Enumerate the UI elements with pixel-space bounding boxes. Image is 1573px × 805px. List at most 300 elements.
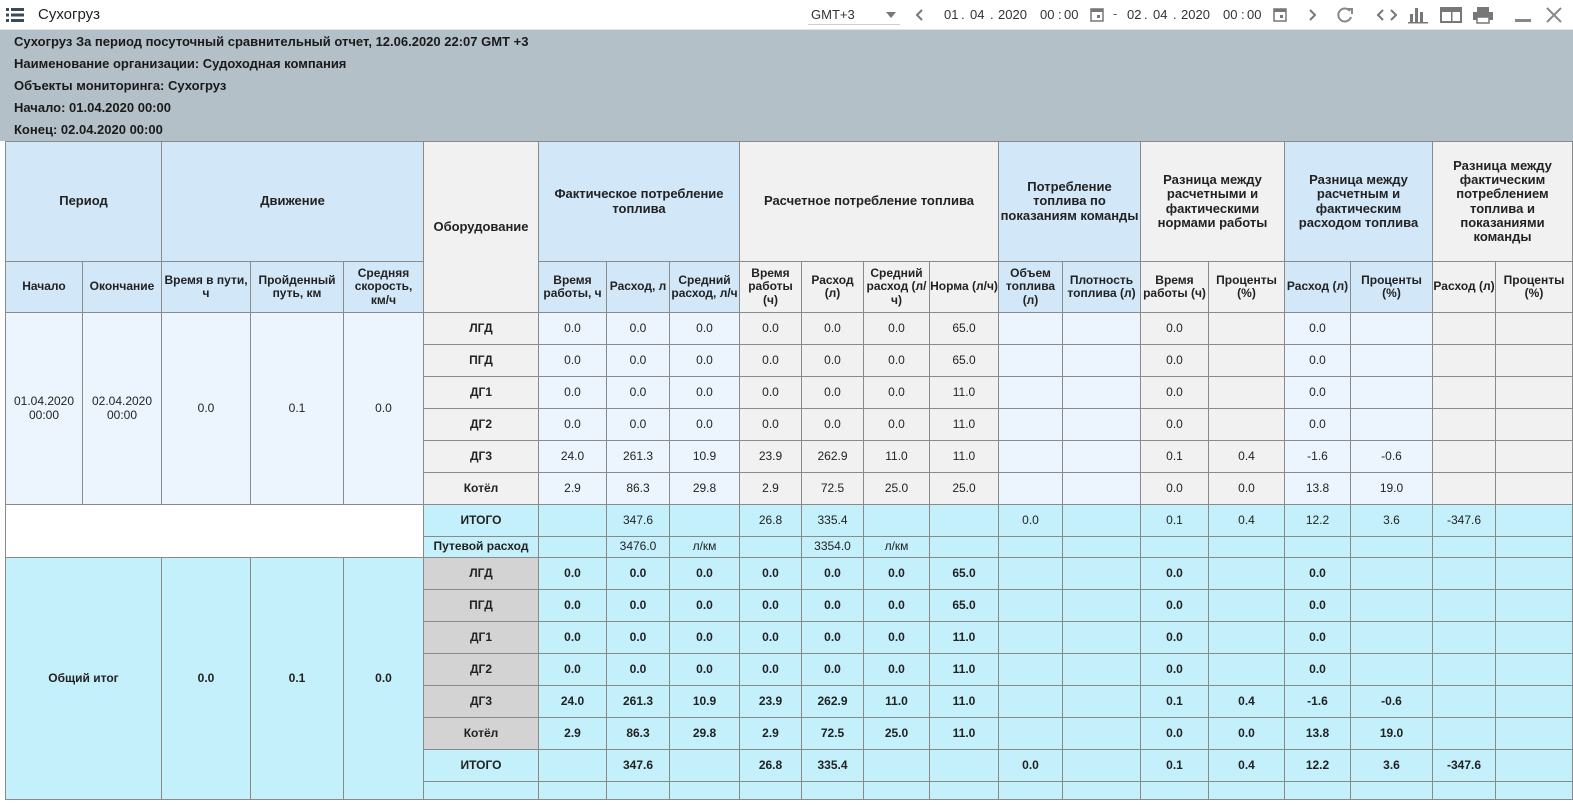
route-consumption-label: Путевой расход (424, 537, 539, 558)
table-cell: 0.0 (1285, 558, 1351, 590)
table-cell: 0.0 (802, 590, 864, 622)
table-cell: 0.0 (607, 313, 670, 345)
table-cell: 0.0 (999, 750, 1063, 782)
table-cell: 0.0 (802, 654, 864, 686)
header-equipment: Оборудование (424, 141, 539, 313)
to-hour[interactable]: 00 (1223, 7, 1238, 22)
table-cell (999, 441, 1063, 473)
table-cell: 0.0 (864, 313, 930, 345)
table-cell: -1.6 (1285, 686, 1351, 718)
table-cell: 23.9 (740, 686, 802, 718)
table-cell (930, 537, 999, 558)
table-cell: 0.0 (1141, 718, 1209, 750)
table-cell (1433, 622, 1496, 654)
table-cell: 19.0 (1351, 473, 1433, 505)
blank-area (5, 505, 424, 558)
table-cell: 2.9 (740, 718, 802, 750)
table-cell: 0.0 (1285, 345, 1351, 377)
from-year[interactable]: 2020 (998, 7, 1027, 22)
window-title: Сухогруз (38, 6, 101, 23)
table-cell (1351, 409, 1433, 441)
table-cell: 0.0 (539, 345, 607, 377)
table-cell: 25.0 (864, 718, 930, 750)
table-cell (1063, 782, 1141, 800)
table-cell: 0.1 (1141, 441, 1209, 473)
table-cell: -0.6 (1351, 441, 1433, 473)
table-cell (1433, 313, 1496, 345)
table-cell: 0.0 (1285, 654, 1351, 686)
table-cell (930, 782, 999, 800)
table-cell: 0.0 (539, 409, 607, 441)
table-cell: 0.1 (1141, 505, 1209, 537)
table-cell (1063, 558, 1141, 590)
header-calculated-consumption: Расчетное потребление топлива (740, 141, 999, 262)
table-cell (1433, 654, 1496, 686)
table-cell: 0.0 (740, 409, 802, 441)
table-cell (864, 505, 930, 537)
table-cell (607, 782, 670, 800)
print-icon[interactable] (1472, 6, 1494, 24)
table-cell (999, 313, 1063, 345)
header-period: Период (5, 141, 162, 262)
table-cell: 29.8 (670, 473, 740, 505)
table-cell: 0.0 (539, 654, 607, 686)
table-cell: 0.0 (740, 313, 802, 345)
from-day[interactable]: 01 (944, 7, 959, 22)
table-cell (999, 473, 1063, 505)
table-cell (1496, 505, 1573, 537)
table-cell (1433, 686, 1496, 718)
table-cell: 0.0 (740, 622, 802, 654)
table-cell (1496, 622, 1573, 654)
table-cell: 10.9 (670, 686, 740, 718)
code-icon[interactable] (1376, 6, 1398, 24)
avg-speed-value: 0.0 (344, 313, 424, 505)
table-cell (1063, 750, 1141, 782)
table-cell: 86.3 (607, 473, 670, 505)
table-cell: л/км (670, 537, 740, 558)
table-cell (1351, 345, 1433, 377)
bar-chart-icon[interactable] (1408, 6, 1428, 24)
table-cell (1433, 409, 1496, 441)
report-header (0, 30, 1573, 141)
table-cell: 0.1 (1141, 750, 1209, 782)
table-cell: 0.0 (802, 558, 864, 590)
table-cell: 0.0 (670, 409, 740, 441)
table-cell: 65.0 (930, 590, 999, 622)
table-cell: 0.1 (1141, 686, 1209, 718)
table-cell: 0.0 (539, 622, 607, 654)
table-cell: 0.0 (539, 590, 607, 622)
equipment-name: ПГД (424, 345, 539, 377)
table-cell: 335.4 (802, 750, 864, 782)
table-cell (1063, 377, 1141, 409)
table-cell: 29.8 (670, 718, 740, 750)
table-cell: 3.6 (1351, 750, 1433, 782)
table-cell: 0.0 (740, 590, 802, 622)
table-cell (1433, 473, 1496, 505)
table-cell: 11.0 (930, 441, 999, 473)
table-cell: 0.0 (670, 345, 740, 377)
table-cell: 0.0 (1141, 558, 1209, 590)
table-cell: 262.9 (802, 441, 864, 473)
table-cell (930, 750, 999, 782)
table-cell: 0.0 (670, 313, 740, 345)
from-minute[interactable]: 00 (1064, 7, 1079, 22)
equipment-name: ДГ3 (424, 686, 539, 718)
subheader-d3-pct: Проценты (%) (1496, 262, 1573, 313)
table-cell: 0.0 (740, 654, 802, 686)
table-cell: 3354.0 (802, 537, 864, 558)
table-cell (1063, 686, 1141, 718)
refresh-icon[interactable] (1335, 6, 1355, 24)
table-cell: 11.0 (864, 441, 930, 473)
table-cell (1496, 750, 1573, 782)
table-cell (1063, 441, 1141, 473)
table-cell: -347.6 (1433, 750, 1496, 782)
calendar-icon[interactable] (1090, 6, 1104, 24)
table-cell: 0.0 (607, 345, 670, 377)
table-cell (999, 558, 1063, 590)
subheader-d1-work: Время работы (ч) (1141, 262, 1209, 313)
header-diff-fact-command: Разница между фактическим потреблением топлива и показаниями команды (1433, 141, 1573, 262)
close-icon[interactable] (1545, 6, 1563, 24)
table-cell: 0.0 (1141, 654, 1209, 686)
table-cell (670, 505, 740, 537)
table-cell: 0.0 (864, 590, 930, 622)
table-cell (1496, 782, 1573, 800)
table-cell: 10.9 (670, 441, 740, 473)
table-cell: 0.0 (539, 313, 607, 345)
table-cell (1209, 537, 1285, 558)
subheader-end: Окончание (83, 262, 162, 313)
table-cell (1351, 313, 1433, 345)
equipment-name: ДГ1 (424, 622, 539, 654)
table-cell: 11.0 (930, 654, 999, 686)
table-cell (999, 686, 1063, 718)
table-cell: -1.6 (1285, 441, 1351, 473)
table-cell (740, 782, 802, 800)
table-cell: 3.6 (1351, 505, 1433, 537)
table-cell: 0.0 (670, 622, 740, 654)
subheader-c-work: Время работы (ч) (740, 262, 802, 313)
table-cell: 23.9 (740, 441, 802, 473)
table-cell: 0.0 (802, 409, 864, 441)
table-cell: 0.0 (864, 558, 930, 590)
table-cell: 65.0 (930, 345, 999, 377)
table-cell: 0.0 (1209, 718, 1285, 750)
table-cell (999, 537, 1063, 558)
table-cell: 261.3 (607, 686, 670, 718)
from-hour[interactable]: 00 (1040, 7, 1055, 22)
table-cell (1496, 345, 1573, 377)
table-cell: 0.0 (1285, 622, 1351, 654)
table-cell (1496, 718, 1573, 750)
table-cell: 0.0 (864, 345, 930, 377)
table-cell: 0.0 (1141, 313, 1209, 345)
table-cell (1063, 590, 1141, 622)
table-cell: 72.5 (802, 718, 864, 750)
table-cell (1141, 782, 1209, 800)
table-cell: 2.9 (539, 473, 607, 505)
table-cell: 0.0 (607, 622, 670, 654)
header-actual-consumption: Фактическое потребление топлива (539, 141, 740, 262)
table-cell (1141, 537, 1209, 558)
table-cell: 0.0 (740, 377, 802, 409)
grand-distance: 0.1 (251, 558, 344, 800)
table-cell (1063, 313, 1141, 345)
equipment-name: ДГ2 (424, 654, 539, 686)
table-cell: л/км (864, 537, 930, 558)
table-cell: 0.4 (1209, 441, 1285, 473)
chevron-right-icon[interactable] (1306, 6, 1318, 24)
table-cell (1496, 473, 1573, 505)
table-cell (999, 377, 1063, 409)
subheader-d2-cons: Расход (л) (1285, 262, 1351, 313)
table-cell (1433, 590, 1496, 622)
table-cell (999, 718, 1063, 750)
table-cell (1433, 377, 1496, 409)
table-cell: 13.8 (1285, 718, 1351, 750)
table-cell (999, 622, 1063, 654)
table-cell (1351, 558, 1433, 590)
equipment-name: ПГД (424, 590, 539, 622)
subheader-a-work: Время работы, ч (539, 262, 607, 313)
table-cell: 0.0 (607, 558, 670, 590)
table-cell: 0.0 (864, 654, 930, 686)
total-label: ИТОГО (424, 505, 539, 537)
table-cell (930, 505, 999, 537)
table-cell: 11.0 (930, 377, 999, 409)
table-cell (539, 505, 607, 537)
table-cell: 0.0 (802, 622, 864, 654)
table-cell: 3476.0 (607, 537, 670, 558)
equipment-name: Котёл (424, 718, 539, 750)
table-cell (1063, 622, 1141, 654)
table-cell: 0.0 (607, 654, 670, 686)
subheader-d2-pct: Проценты (%) (1351, 262, 1433, 313)
subheader-a-cons: Расход, л (607, 262, 670, 313)
toolbar: Сухогруз GMT+3 01 . 04 . 2020 00 : 00 - 02 . 04 . 2020 00 : 00 (0, 0, 1573, 30)
table-cell (1209, 654, 1285, 686)
grand-travel-time: 0.0 (162, 558, 251, 800)
table-cell: 0.0 (1141, 622, 1209, 654)
table-cell (539, 750, 607, 782)
table-cell: 26.8 (740, 505, 802, 537)
table-cell (999, 654, 1063, 686)
table-cell: 25.0 (930, 473, 999, 505)
table-cell: 0.0 (607, 409, 670, 441)
timezone-value: GMT+3 (811, 7, 855, 22)
to-year[interactable]: 2020 (1181, 7, 1210, 22)
table-cell: 347.6 (607, 750, 670, 782)
table-cell (1351, 654, 1433, 686)
report-title: Сухогруз За период посуточный сравнительный отчет, 12.06.2020 22:07 GMT +3 (14, 34, 529, 49)
table-cell (1351, 622, 1433, 654)
table-cell (1351, 590, 1433, 622)
distance-value: 0.1 (251, 313, 344, 505)
table-cell (1496, 313, 1573, 345)
table-cell: 0.0 (740, 558, 802, 590)
table-cell: 0.0 (1209, 473, 1285, 505)
table-cell (1209, 782, 1285, 800)
period-end: 02.04.2020 00:00 (83, 313, 162, 505)
table-cell: 2.9 (740, 473, 802, 505)
layout-icon[interactable] (1440, 6, 1462, 24)
table-cell: 0.0 (802, 313, 864, 345)
table-cell: 72.5 (802, 473, 864, 505)
table-cell: 24.0 (539, 441, 607, 473)
chevron-left-icon[interactable] (914, 6, 926, 24)
table-cell (1209, 409, 1285, 441)
table-cell: 13.8 (1285, 473, 1351, 505)
table-cell: 261.3 (607, 441, 670, 473)
table-cell: 0.4 (1209, 750, 1285, 782)
table-cell: 11.0 (930, 718, 999, 750)
table-cell: 0.0 (1141, 377, 1209, 409)
table-cell: 0.0 (607, 377, 670, 409)
table-cell (1063, 505, 1141, 537)
report-objects: Объекты мониторинга: Сухогруз (14, 78, 227, 93)
subheader-k-dens: Плотность топлива (л) (1063, 262, 1141, 313)
header-command-consumption: Потребление топлива по показаниям команды (999, 141, 1141, 262)
total-label: ИТОГО (424, 750, 539, 782)
subheader-c-cons: Расход (л) (802, 262, 864, 313)
minimize-icon[interactable] (1514, 6, 1532, 24)
table-cell (1209, 558, 1285, 590)
table-cell (1496, 654, 1573, 686)
table-cell (539, 782, 607, 800)
equipment-name: ЛГД (424, 313, 539, 345)
menu-icon[interactable] (6, 7, 24, 23)
date-separator: - (1113, 6, 1118, 21)
report-end: Конец: 02.04.2020 00:00 (14, 122, 163, 137)
table-cell (864, 750, 930, 782)
table-cell (740, 537, 802, 558)
table-cell (1285, 782, 1351, 800)
table-cell (864, 782, 930, 800)
calendar-icon[interactable] (1273, 6, 1287, 24)
table-cell (1433, 537, 1496, 558)
table-cell (1496, 537, 1573, 558)
to-day[interactable]: 02 (1127, 7, 1142, 22)
table-cell: 0.0 (864, 377, 930, 409)
table-cell (1496, 686, 1573, 718)
table-cell (999, 409, 1063, 441)
table-cell: 0.0 (802, 345, 864, 377)
table-cell: 0.0 (539, 558, 607, 590)
table-cell (1496, 558, 1573, 590)
table-cell: 11.0 (930, 622, 999, 654)
table-cell: 0.0 (1141, 409, 1209, 441)
equipment-name: ДГ1 (424, 377, 539, 409)
grand-total-label: Общий итог (5, 558, 162, 800)
table-cell: 0.0 (1285, 377, 1351, 409)
table-cell: 26.8 (740, 750, 802, 782)
table-cell (670, 782, 740, 800)
table-cell (539, 537, 607, 558)
table-cell: 0.0 (670, 377, 740, 409)
table-cell (1496, 377, 1573, 409)
table-cell (1209, 590, 1285, 622)
table-cell: 0.4 (1209, 686, 1285, 718)
equipment-name: ЛГД (424, 558, 539, 590)
table-cell (1496, 590, 1573, 622)
report-start: Начало: 01.04.2020 00:00 (14, 100, 171, 115)
table-cell: 65.0 (930, 558, 999, 590)
table-cell (1351, 537, 1433, 558)
table-cell (1496, 441, 1573, 473)
table-cell: 86.3 (607, 718, 670, 750)
table-cell: 19.0 (1351, 718, 1433, 750)
to-minute[interactable]: 00 (1247, 7, 1262, 22)
table-cell: 11.0 (930, 409, 999, 441)
table-cell: 0.0 (670, 558, 740, 590)
table-cell (1063, 718, 1141, 750)
table-cell: 0.0 (539, 377, 607, 409)
period-start: 01.04.2020 00:00 (5, 313, 83, 505)
table-cell: 0.0 (1285, 409, 1351, 441)
subheader-d3-cons: Расход (л) (1433, 262, 1496, 313)
equipment-name: ДГ3 (424, 441, 539, 473)
from-month[interactable]: 04 (970, 7, 985, 22)
table-cell (999, 590, 1063, 622)
subheader-k-vol: Объем топлива (л) (999, 262, 1063, 313)
header-diff-norms: Разница между расчетными и фактическими нормами работы (1141, 141, 1285, 262)
table-cell: 0.0 (740, 345, 802, 377)
table-cell (1433, 782, 1496, 800)
table-cell (999, 345, 1063, 377)
table-cell: 25.0 (864, 473, 930, 505)
table-cell: 12.2 (1285, 750, 1351, 782)
table-cell: 347.6 (607, 505, 670, 537)
table-cell (999, 782, 1063, 800)
table-cell (1063, 654, 1141, 686)
subheader-distance: Пройденный путь, км (251, 262, 344, 313)
table-cell (1063, 537, 1141, 558)
table-cell: 2.9 (539, 718, 607, 750)
table-cell: 0.0 (1141, 473, 1209, 505)
table-cell (1063, 473, 1141, 505)
table-cell: 262.9 (802, 686, 864, 718)
chevron-down-icon (886, 12, 896, 18)
table-cell: 0.0 (864, 622, 930, 654)
table-cell (1433, 345, 1496, 377)
subheader-travel-time: Время в пути, ч (162, 262, 251, 313)
table-cell (670, 750, 740, 782)
header-diff-calc-fact: Разница между расчетным и фактическим расходом топлива (1285, 141, 1433, 262)
timezone-select[interactable] (808, 5, 900, 25)
subheader-d1-pct: Проценты (%) (1209, 262, 1285, 313)
report-organization: Наименование организации: Судоходная компания (14, 56, 347, 71)
table-cell: 65.0 (930, 313, 999, 345)
header-movement: Движение (162, 141, 424, 262)
table-cell (1433, 441, 1496, 473)
subheader-c-norm: Норма (л/ч) (930, 262, 999, 313)
table-cell: 0.0 (607, 590, 670, 622)
table-cell (1496, 409, 1573, 441)
table-cell: 24.0 (539, 686, 607, 718)
table-cell (424, 782, 539, 800)
table-cell (802, 782, 864, 800)
table-cell (1063, 409, 1141, 441)
table-cell (1063, 345, 1141, 377)
to-month[interactable]: 04 (1153, 7, 1168, 22)
table-cell (1285, 537, 1351, 558)
table-cell: 0.0 (670, 590, 740, 622)
table-cell (1209, 345, 1285, 377)
subheader-avg-speed: Средняя скорость, км/ч (344, 262, 424, 313)
